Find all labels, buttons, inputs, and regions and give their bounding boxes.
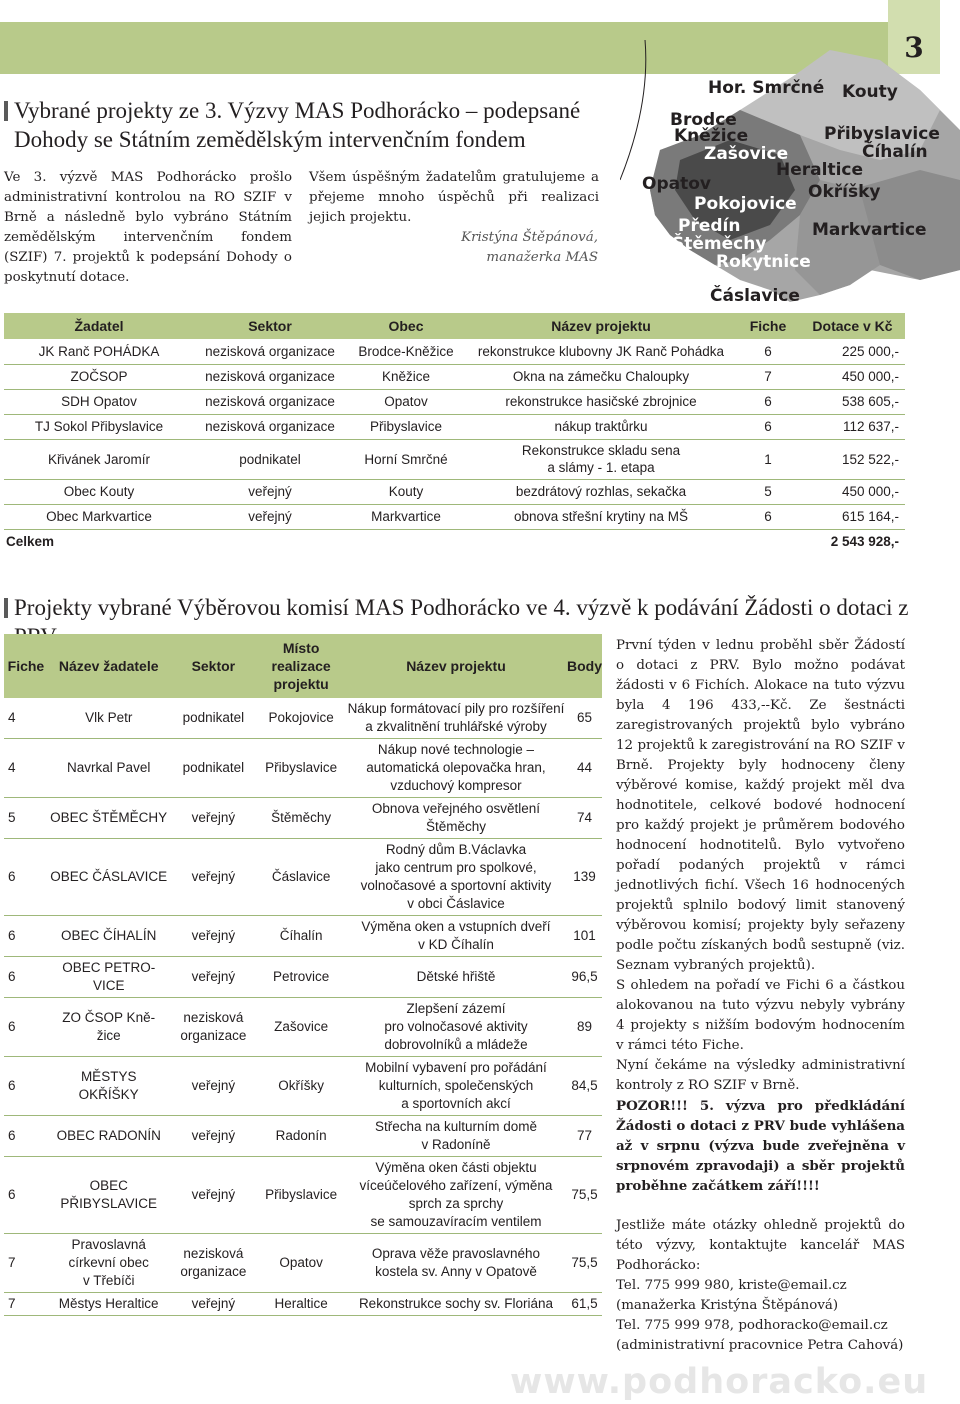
cell-applicant-line: Pravoslavná xyxy=(71,1237,146,1252)
cell-applicant: Obec Markvartice xyxy=(4,504,194,529)
cell-fiche: 6 xyxy=(4,998,48,1057)
col-header-applicant: Žadatel xyxy=(4,313,194,339)
header-line: realizace xyxy=(271,658,331,674)
cell-municipality: Brodce-Kněžice xyxy=(346,339,466,364)
cell-project: rekonstrukce klubovny JK Ranč Pohádka xyxy=(466,339,736,364)
cell-project-line: Nákup nové technologie – xyxy=(377,742,535,757)
heading-marker xyxy=(4,598,8,618)
cell-applicant-line: OBEC xyxy=(89,1178,128,1193)
cell-fiche: 6 xyxy=(4,916,48,957)
col-header-sector: Sektor xyxy=(194,313,346,339)
cell-applicant-line: ZO ČSOP Kně- xyxy=(62,1010,156,1025)
cell-place: Čáslavice xyxy=(257,839,345,916)
cell-applicant-line: Městys Heraltice xyxy=(58,1296,159,1311)
col-header-project: Název projektu xyxy=(345,634,567,698)
col-header-place xyxy=(257,634,345,698)
cell-place: Opatov xyxy=(257,1234,345,1293)
cell-project-line: víceúčelového zařízení, výměna xyxy=(359,1178,553,1193)
heading-marker xyxy=(4,101,8,121)
cell-applicant xyxy=(48,698,170,739)
cell-grant: 225 000,- xyxy=(800,339,905,364)
table-row xyxy=(4,798,602,839)
cell-place: Petrovice xyxy=(257,957,345,998)
table-row xyxy=(4,479,905,504)
paragraph-warning: POZOR!!! 5. výzva pro předkládání Žádosti o dotaci z PRV bude vyhlášena až v srpnu (výzva bude zveřejněna v srpnovém zpravodaji) a sběr projektů proběhne začátkem září!!!! xyxy=(616,1098,905,1194)
cell-sector xyxy=(170,1116,258,1157)
table-row xyxy=(4,1116,602,1157)
cell-place: Přibyslavice xyxy=(257,1157,345,1234)
cell-applicant: Obec Kouty xyxy=(4,479,194,504)
cell-project-line: Výměna oken a vstupních dveří xyxy=(361,919,551,934)
table-row xyxy=(4,364,905,389)
cell-project-line: a sportovních akcí xyxy=(401,1096,511,1111)
cell-municipality: Kněžice xyxy=(346,364,466,389)
header-line: Místo xyxy=(282,640,320,656)
cell-applicant-line: církevní obec xyxy=(68,1255,149,1270)
cell-project-line: Dětské hřiště xyxy=(416,969,496,984)
map-label-markvartice: Markvartice xyxy=(812,220,927,240)
cell-place: Pokojovice xyxy=(257,698,345,739)
cell-points: 74 xyxy=(567,798,602,839)
cell-sector-line: organizace xyxy=(180,1264,247,1279)
cell-sector xyxy=(170,998,258,1057)
cell-project xyxy=(345,1293,567,1316)
paragraph-waiting: Nyní čekáme na výsledky administrativní kontroly z RO SZIF v Brně. xyxy=(616,1058,905,1093)
cell-applicant-line: žice xyxy=(96,1028,121,1043)
cell-sector xyxy=(170,698,258,739)
paragraph-contact-intro: Jestliže máte otázky ohledně projektů do této výzvy, kontaktujte kancelář MAS Podhorácko: xyxy=(616,1218,905,1273)
cell-project-line: pro volnočasové aktivity xyxy=(384,1019,528,1034)
cell-project-line: jako centrum pro spolkové, xyxy=(375,860,537,875)
cell-fiche: 6 xyxy=(4,839,48,916)
cell-sector xyxy=(170,839,258,916)
signature-role: manažerka MAS xyxy=(486,250,598,265)
cell-project-line: Střecha na kulturním domě xyxy=(374,1119,538,1134)
cell-sector-line: veřejný xyxy=(191,1128,236,1143)
right-column-text xyxy=(616,636,905,1356)
cell-fiche: 7 xyxy=(4,1293,48,1316)
section2-title: Projekty vybrané Výběrovou komisí MAS Podhorácko ve 4. výzvě k podávání Žádosti o dotaci z xyxy=(14,595,909,620)
cell-project-line: Zlepšení zázemí xyxy=(406,1001,506,1016)
cell-project xyxy=(345,798,567,839)
cell-points: 101 xyxy=(567,916,602,957)
cell-sector-line: podnikatel xyxy=(182,710,245,725)
cell-applicant-line: Navrkal Pavel xyxy=(67,760,151,775)
cell-applicant xyxy=(48,798,170,839)
cell-place: Radonín xyxy=(257,1116,345,1157)
cell-sector xyxy=(170,957,258,998)
map-label-hor-smrcne: Hor. Smrčné xyxy=(708,78,825,98)
section1-title xyxy=(14,96,624,154)
cell-project xyxy=(345,1234,567,1293)
section1-title-line1: Vybrané projekty ze 3. Výzvy MAS Podhorácko – podepsané xyxy=(14,98,581,123)
cell-sector: nezisková organizace xyxy=(194,389,346,414)
cell-sector: podnikatel xyxy=(194,439,346,479)
map-label-pokojovice: Pokojovice xyxy=(694,194,797,214)
cell-project: obnova střešní krytiny na MŠ xyxy=(466,504,736,529)
cell-place: Štěměchy xyxy=(257,798,345,839)
cell-applicant xyxy=(48,957,170,998)
cell-project-line: Rekonstrukce skladu sena xyxy=(521,443,681,458)
cell-applicant xyxy=(48,839,170,916)
cell-points: 89 xyxy=(567,998,602,1057)
commission-table-body xyxy=(4,698,602,1316)
cell-grant: 112 637,- xyxy=(800,414,905,439)
paragraph-call-summary: První týden v lednu proběhl sběr Žádostí o dotaci z PRV. Bylo možno podávat žádosti v 6 Fichích. Alokace na tuto výzvu byla 4 196 433,--Kč. Ze šestnácti zaregistrovaných projektů bylo vybráno 12 projektů k zaregistrování na RO SZIF v Brně. Projekty byly hodnoceny členy výběrové komise, každý projekt měl dva hodnotitele, celkové bodové hodnocení pro každý projekt je průměrem bodového hodnocení hodnotitelů. Bylo vytvořeno pořadí podaných projektů v rámci jednotlivých fichí. Všech 16 hodnocených projektů splnilo bodový limit stanovený výběrovou komisí; projekty byly seřazeny podle počtu získaných bodů sestupně (viz. Seznam vybraných projektů). xyxy=(616,638,905,973)
table-row xyxy=(4,739,602,798)
table-row xyxy=(4,698,602,739)
cell-municipality: Kouty xyxy=(346,479,466,504)
cell-sector-line: organizace xyxy=(180,1028,247,1043)
cell-project xyxy=(345,839,567,916)
cell-project-line: kostela sv. Anny v Opatově xyxy=(375,1264,537,1279)
cell-project-line: v obci Čáslavice xyxy=(407,896,505,911)
cell-applicant-line: MĚSTYS OKŘÍŠKY xyxy=(78,1069,139,1102)
cell-project-line: Mobilní vybavení pro pořádání xyxy=(365,1060,547,1075)
section1-congrats: Všem úspěšným žadatelům gratulujeme a přejeme mnoho úspěchů při realizaci jejich projektu. xyxy=(309,170,599,225)
cell-project: bezdrátový rozhlas, sekačka xyxy=(466,479,736,504)
cell-fiche: 1 xyxy=(736,439,800,479)
map-label-predin: Předín xyxy=(678,216,741,236)
cell-applicant-line: OBEC PETRO- xyxy=(62,960,156,975)
map-label-zasovice: Zašovice xyxy=(704,144,789,164)
cell-project-line: v KD Číhalín xyxy=(418,937,494,952)
col-header-fiche: Fiche xyxy=(736,313,800,339)
cell-applicant xyxy=(48,998,170,1057)
cell-municipality: Markvartice xyxy=(346,504,466,529)
map-label-kouty: Kouty xyxy=(842,82,898,102)
cell-applicant xyxy=(48,916,170,957)
region-map xyxy=(620,40,960,310)
cell-applicant-line: VICE xyxy=(92,978,125,993)
cell-fiche: 6 xyxy=(736,339,800,364)
map-label-caslavice: Čáslavice xyxy=(710,286,800,306)
cell-sector: veřejný xyxy=(194,479,346,504)
cell-sector: veřejný xyxy=(194,504,346,529)
table-row xyxy=(4,389,905,414)
cell-applicant xyxy=(48,1057,170,1116)
cell-place: Heraltice xyxy=(257,1293,345,1316)
cell-sector-line: veřejný xyxy=(191,969,236,984)
cell-sector xyxy=(170,1057,258,1116)
map-label-stemechy: Štěměchy xyxy=(672,234,767,254)
cell-place: Číhalín xyxy=(257,916,345,957)
cell-project xyxy=(345,957,567,998)
map-label-cihalin: Číhalín xyxy=(862,142,928,162)
cell-grant: 538 605,- xyxy=(800,389,905,414)
col-header-project: Název projektu xyxy=(466,313,736,339)
col-header-municipality: Obec xyxy=(346,313,466,339)
cell-applicant: JK Ranč POHÁDKA xyxy=(4,339,194,364)
table-row xyxy=(4,414,905,439)
cell-project xyxy=(345,739,567,798)
map-label-rokytnice: Rokytnice xyxy=(716,252,811,272)
cell-points: 65 xyxy=(567,698,602,739)
cell-fiche: 4 xyxy=(4,698,48,739)
cell-project-line: volnočasové a sportovní aktivity xyxy=(360,878,552,893)
cell-grant: 152 522,- xyxy=(800,439,905,479)
map-label-brodce: Brodce xyxy=(670,110,737,130)
signature-name: Kristýna Štěpánová, xyxy=(461,230,598,245)
cell-applicant-line: PŘIBYSLAVICE xyxy=(60,1196,157,1211)
table-row xyxy=(4,1293,602,1316)
table-header-row xyxy=(4,313,905,339)
cell-applicant: SDH Opatov xyxy=(4,389,194,414)
cell-fiche: 6 xyxy=(736,504,800,529)
cell-project: rekonstrukce hasičské zbrojnice xyxy=(466,389,736,414)
cell-sector-line: nezisková xyxy=(183,1246,244,1261)
cell-sector: nezisková organizace xyxy=(194,414,346,439)
cell-project-line: a zkvalitnění truhlářské výroby xyxy=(365,719,547,734)
cell-applicant xyxy=(48,739,170,798)
cell-applicant xyxy=(48,1116,170,1157)
cell-fiche: 6 xyxy=(4,1116,48,1157)
cell-sector xyxy=(170,798,258,839)
signature xyxy=(420,228,598,268)
cell-points: 96,5 xyxy=(567,957,602,998)
cell-project-line: Štěměchy xyxy=(425,819,486,834)
cell-project-line: dobrovolníků a mládeže xyxy=(384,1037,528,1052)
col-header-applicant: Název žadatele xyxy=(48,634,170,698)
cell-fiche: 5 xyxy=(4,798,48,839)
cell-project xyxy=(345,916,567,957)
contact-phone-email-2: Tel. 775 999 978, podhoracko@email.cz xyxy=(616,1318,888,1333)
website-watermark: www.podhoracko.eu xyxy=(510,1362,929,1402)
cell-points: 75,5 xyxy=(567,1234,602,1293)
cell-fiche: 6 xyxy=(736,414,800,439)
cell-sector-line: veřejný xyxy=(191,1078,236,1093)
commission-projects-table xyxy=(4,634,602,1316)
table-row xyxy=(4,957,602,998)
cell-place: Okříšky xyxy=(257,1057,345,1116)
cell-applicant-line: OBEC ČÍHALÍN xyxy=(61,928,157,943)
page-number: 3 xyxy=(888,0,940,74)
col-header-points: Body xyxy=(567,634,602,698)
cell-applicant xyxy=(48,1157,170,1234)
paragraph-fiche6: S ohledem na pořadí ve Fichi 6 a částkou alokovanou na tuto výzvu nebyly vybrány 4 projekty s nižším bodovým hodnocením v rámci této Fiche. xyxy=(616,978,905,1053)
cell-applicant: ZOČSOP xyxy=(4,364,194,389)
cell-sector xyxy=(170,739,258,798)
table-row xyxy=(4,339,905,364)
cell-fiche: 5 xyxy=(736,479,800,504)
table-row xyxy=(4,839,602,916)
cell-applicant xyxy=(48,1234,170,1293)
total-label: Celkem xyxy=(6,533,55,549)
cell-points: 139 xyxy=(567,839,602,916)
cell-sector-line: nezisková xyxy=(183,1010,244,1025)
cell-municipality: Opatov xyxy=(346,389,466,414)
cell-sector-line: veřejný xyxy=(191,1296,236,1311)
cell-project-line: automatická olepovačka hran, xyxy=(366,760,546,775)
cell-fiche: 4 xyxy=(4,739,48,798)
section1-intro: Ve 3. výzvě MAS Podhorácko prošlo administrativní kontrolou na RO SZIF v Brně a následně bylo vybráno Státním zemědělským intervenčním fondem (SZIF) 7. projektů k podepsání Dohody o poskytnutí dotace. xyxy=(4,170,292,285)
table-row xyxy=(4,916,602,957)
cell-municipality: Přibyslavice xyxy=(346,414,466,439)
cell-applicant-line: v Třebíči xyxy=(82,1273,135,1288)
cell-fiche: 7 xyxy=(736,364,800,389)
contact-note-1: (manažerka Kristýna Štěpánová) xyxy=(616,1298,839,1313)
cell-sector xyxy=(170,1157,258,1234)
cell-fiche: 6 xyxy=(736,389,800,414)
table-row xyxy=(4,504,905,529)
cell-applicant-line: Vlk Petr xyxy=(85,710,133,725)
cell-project-line: a slámy - 1. etapa xyxy=(547,460,655,475)
table-row xyxy=(4,439,905,479)
cell-fiche: 7 xyxy=(4,1234,48,1293)
cell-project xyxy=(466,439,736,479)
cell-project-line: v Radoníně xyxy=(421,1137,491,1152)
cell-place: Zašovice xyxy=(257,998,345,1057)
cell-grant: 450 000,- xyxy=(800,364,905,389)
cell-project-line: Nákup formátovací pily pro rozšíření xyxy=(347,701,565,716)
cell-grant: 450 000,- xyxy=(800,479,905,504)
cell-applicant-line: OBEC ŠTĚMĚCHY xyxy=(50,810,168,825)
cell-sector-line: veřejný xyxy=(191,928,236,943)
cell-sector xyxy=(170,1234,258,1293)
cell-project xyxy=(345,698,567,739)
table-total-row xyxy=(4,529,905,553)
cell-applicant: TJ Sokol Přibyslavice xyxy=(4,414,194,439)
table-row xyxy=(4,1234,602,1293)
cell-sector-line: veřejný xyxy=(191,810,236,825)
cell-project-line: Rekonstrukce sochy sv. Floriána xyxy=(358,1296,554,1311)
map-label-opatov: Opatov xyxy=(642,174,711,194)
contact-note-2: (administrativní pracovnice Petra Cahová) xyxy=(616,1338,904,1353)
map-label-okrisky: Okříšky xyxy=(808,182,881,202)
cell-project: nákup traktůrku xyxy=(466,414,736,439)
table-row xyxy=(4,998,602,1057)
cell-place: Přibyslavice xyxy=(257,739,345,798)
table-row xyxy=(4,1157,602,1234)
selected-projects-table xyxy=(4,313,905,553)
cell-sector: nezisková organizace xyxy=(194,364,346,389)
col-header-grant: Dotace v Kč xyxy=(800,313,905,339)
cell-points: 84,5 xyxy=(567,1057,602,1116)
map-label-pribyslavice: Přibyslavice xyxy=(824,124,940,144)
cell-project-line: se samouzavíracím ventilem xyxy=(370,1214,542,1229)
total-value: 2 543 928,- xyxy=(830,533,899,549)
cell-project-line: sprch za sprchy xyxy=(408,1196,504,1211)
cell-grant: 615 164,- xyxy=(800,504,905,529)
cell-municipality: Horní Smrčné xyxy=(346,439,466,479)
cell-project xyxy=(345,1057,567,1116)
header-line: projektu xyxy=(273,676,329,692)
contact-phone-email-1: Tel. 775 999 980, kriste@email.cz xyxy=(616,1278,847,1293)
col-header-sector: Sektor xyxy=(170,634,258,698)
cell-project-line: Výměna oken části objektu xyxy=(375,1160,537,1175)
map-label-knezice: Kněžice xyxy=(674,126,749,146)
cell-project xyxy=(345,998,567,1057)
cell-sector-line: podnikatel xyxy=(182,760,245,775)
cell-fiche: 6 xyxy=(4,1157,48,1234)
cell-fiche: 6 xyxy=(4,1057,48,1116)
cell-project-line: kulturních, společenských xyxy=(378,1078,534,1093)
cell-fiche: 6 xyxy=(4,957,48,998)
cell-project: Okna na zámečku Chaloupky xyxy=(466,364,736,389)
cell-project-line: Rodný dům B.Václavka xyxy=(385,842,527,857)
cell-sector: nezisková organizace xyxy=(194,339,346,364)
cell-points: 77 xyxy=(567,1116,602,1157)
cell-project xyxy=(345,1116,567,1157)
cell-sector-line: veřejný xyxy=(191,1187,236,1202)
cell-sector xyxy=(170,916,258,957)
cell-project-line: Oprava věže pravoslavného xyxy=(371,1246,541,1261)
cell-project xyxy=(345,1157,567,1234)
cell-applicant xyxy=(48,1293,170,1316)
table-header-row xyxy=(4,634,602,698)
cell-project-line: Obnova veřejného osvětlení xyxy=(371,801,541,816)
cell-project-line: vzduchový kompresor xyxy=(390,778,522,793)
table-row xyxy=(4,1057,602,1116)
cell-points: 75,5 xyxy=(567,1157,602,1234)
cell-applicant: Křivánek Jaromír xyxy=(4,439,194,479)
map-label-heraltice: Heraltice xyxy=(776,160,864,180)
cell-applicant-line: OBEC ČÁSLAVICE xyxy=(50,869,168,884)
cell-sector xyxy=(170,1293,258,1316)
col-header-fiche: Fiche xyxy=(4,634,48,698)
cell-points: 61,5 xyxy=(567,1293,602,1316)
cell-points: 44 xyxy=(567,739,602,798)
cell-applicant-line: OBEC RADONÍN xyxy=(56,1128,161,1143)
cell-sector-line: veřejný xyxy=(191,869,236,884)
section1-title-line2: Dohody se Státním zemědělským intervenčním fondem xyxy=(14,127,526,152)
